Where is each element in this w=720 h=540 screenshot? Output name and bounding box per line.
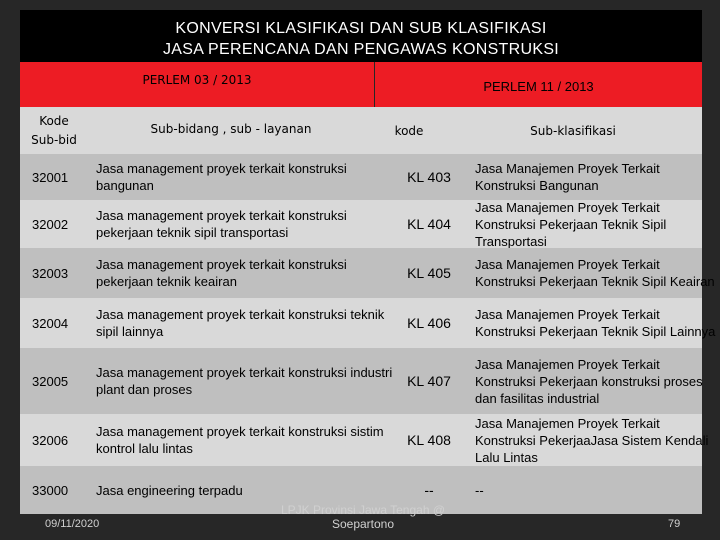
footer-date: 09/11/2020 [45,518,100,530]
row-subbidang: Jasa engineering terpadu [96,482,243,498]
table-row [20,348,702,414]
row-subbidang: Jasa management proyek terkait konstruksi bangunan [96,161,347,193]
row-kode: 32005 [32,373,69,389]
table-row [20,200,702,248]
footer-page-number: 79 [668,518,681,530]
table-row [20,298,716,348]
row-kl-code: KL 403 [407,168,451,185]
footer-author-line-2: Soepartono [331,517,395,531]
row-subklasifikasi: -- [475,482,484,498]
slide-title [20,10,702,62]
band-left-label: PERLEM 03 / 2013 [142,72,252,87]
row-kode: 33000 [32,482,69,498]
row-kl-code: -- [424,481,434,498]
row-kl-code: KL 405 [407,264,451,281]
row-subbidang: Jasa management proyek terkait konstruksi sistim kontrol lalu lintas [96,424,384,456]
row-subklasifikasi: Jasa Manajemen Proyek Terkait Konstruksi Pekerjaan konstruksi proses dan fasilitas industrial [475,356,703,406]
row-kl-code: KL 408 [407,431,451,448]
footer-author-line-1: LPJK Provinsi Jawa Tengah @ [280,503,446,517]
row-subbidang: Jasa management proyek terkait konstruksi pekerjaan teknik keairan [96,257,347,289]
title-line-1: KONVERSI KLASIFIKASI DAN SUB KLASIFIKASI [175,20,547,37]
table-row [20,248,715,298]
footer-author [278,503,448,531]
table-row [20,414,709,466]
row-kl-code: KL 407 [407,372,451,389]
header-kode-subbid: Kode Sub-bid [20,107,88,154]
row-subbidang: Jasa management proyek terkait konstruksi teknik sipil lainnya [96,307,385,339]
band-perlem-03 [20,62,374,107]
header-kode: kode [374,107,444,154]
row-kode: 32003 [32,265,69,281]
row-kode: 32004 [32,315,69,331]
row-subbidang: Jasa management proyek terkait konstruksi industri plant dan proses [96,365,393,397]
band-perlem-11 [375,62,702,107]
row-kl-code: KL 404 [407,215,451,232]
row-subklasifikasi: Jasa Manajemen Proyek Terkait Konstruksi PekerjaaJasa Sistem Kendali Lalu Lintas [475,415,709,465]
row-kl-code: KL 406 [407,314,451,331]
table-row [20,154,702,200]
row-subklasifikasi: Jasa Manajemen Proyek Terkait Konstruksi Pekerjaan Teknik Sipil Lainnya [475,307,716,339]
row-subklasifikasi: Jasa Manajemen Proyek Terkait Konstruksi Pekerjaan Teknik Sipil Keairan [475,257,715,289]
title-line-2: JASA PERENCANA DAN PENGAWAS KONSTRUKSI [162,41,560,58]
row-subklasifikasi: Jasa Manajemen Proyek Terkait Konstruksi Pekerjaan Teknik Sipil Transportasi [475,199,667,249]
row-kode: 32002 [32,216,69,232]
row-kode: 32001 [32,169,69,185]
header-subklasifikasi: Sub-klasifikasi [444,107,702,154]
header-subbidang: Sub-bidang , sub - layanan [88,107,374,154]
row-subklasifikasi: Jasa Manajemen Proyek Terkait Konstruksi Bangunan [475,161,660,193]
row-kode: 32006 [32,432,69,448]
band-right-label: PERLEM 11 / 2013 [483,79,594,94]
row-subbidang: Jasa management proyek terkait konstruksi pekerjaan teknik sipil transportasi [96,208,347,240]
